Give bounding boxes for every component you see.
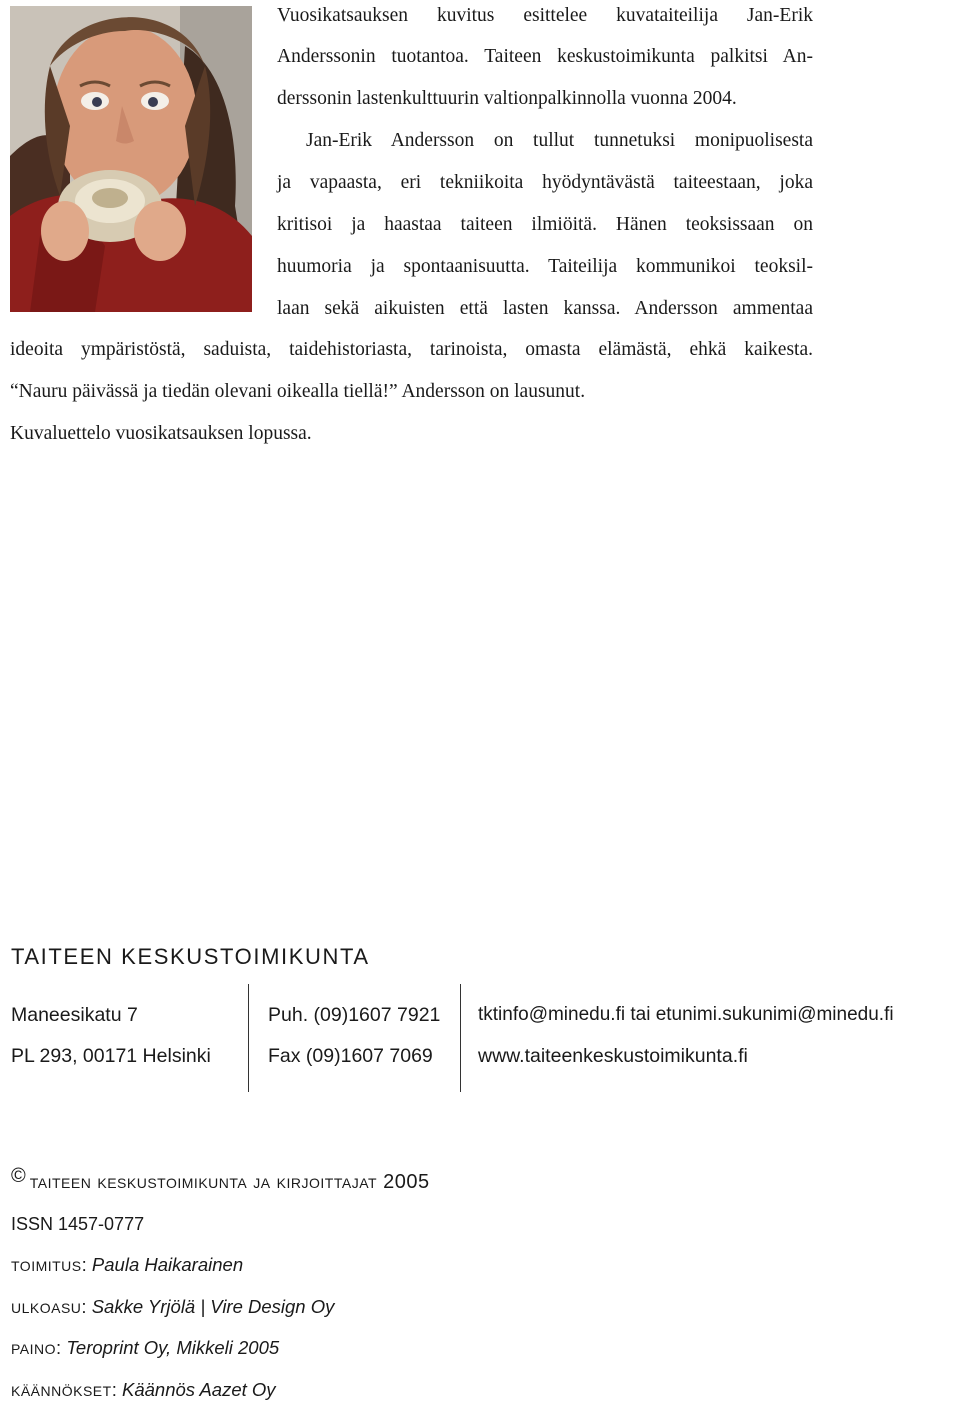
phone-number: Puh. (09)1607 7921 [268, 1004, 441, 1026]
credit-value: Sakke Yrjölä | Vire Design Oy [91, 1296, 335, 1317]
address-line-1: Maneesikatu 7 [11, 1004, 138, 1026]
credit-value: Paula Haikarainen [91, 1254, 244, 1275]
divider [248, 984, 249, 1092]
organization-title: TAITEEN KESKUSTOIMIKUNTA [11, 944, 370, 969]
credit-label: käännökset [11, 1379, 112, 1401]
intro-line: ja vapaasta, eri tekniikoita hyödyntävästä taiteestaan, joka [277, 172, 813, 193]
intro-line: huumoria ja spontaanisuutta. Taiteilija kommunikoi teoksil- [277, 256, 813, 277]
copyright-text: taiteen keskustoimikunta ja kirjoittajat 2005 [29, 1171, 430, 1193]
credit-label: ulkoasu [11, 1296, 82, 1318]
intro-line: Jan-Erik Andersson on tullut tunnetuksi monipuolisesta [306, 130, 813, 151]
credit-ulkoasu: ulkoasu: Sakke Yrjölä | Vire Design Oy [11, 1296, 335, 1318]
credit-value: Teroprint Oy, Mikkeli 2005 [66, 1337, 280, 1358]
email-link[interactable]: tktinfo@minedu.fi tai etunimi.sukunimi@minedu.fi [478, 1004, 894, 1025]
credit-label: toimitus [11, 1254, 82, 1276]
artist-portrait-photo [10, 6, 252, 312]
copyright-line [11, 1165, 430, 1194]
copyright-symbol: © [11, 1165, 26, 1187]
fax-number: Fax (09)1607 7069 [268, 1045, 433, 1067]
intro-line: Vuosikatsauksen kuvitus esittelee kuvataiteilija Jan-Erik [277, 5, 813, 26]
address-line-2: PL 293, 00171 Helsinki [11, 1045, 211, 1067]
intro-line: kritisoi ja haastaa taiteen ilmiöitä. Hänen teoksissaan on [277, 214, 813, 235]
divider [460, 984, 461, 1092]
credit-toimitus: toimitus: Paula Haikarainen [11, 1254, 244, 1276]
intro-line: Kuvaluettelo vuosikatsauksen lopussa. [10, 423, 312, 444]
credit-kaannokset: käännökset: Käännös Aazet Oy [11, 1379, 276, 1401]
intro-line: ideoita ympäristöstä, saduista, taidehistoriasta, tarinoista, omasta elämästä, ehkä kaikesta. [10, 339, 813, 360]
issn: ISSN 1457-0777 [11, 1214, 145, 1234]
website-link[interactable]: www.taiteenkeskustoimikunta.fi [478, 1045, 748, 1067]
credit-label: paino [11, 1337, 57, 1359]
intro-line: Anderssonin tuotantoa. Taiteen keskustoimikunta palkitsi An- [277, 46, 813, 67]
intro-line: derssonin lastenkulttuurin valtionpalkinnolla vuonna 2004. [277, 88, 737, 109]
intro-line: “Nauru päivässä ja tiedän olevani oikealla tiellä!” Andersson on lausunut. [10, 381, 586, 402]
credit-value: Käännös Aazet Oy [121, 1379, 276, 1400]
credit-paino: paino: Teroprint Oy, Mikkeli 2005 [11, 1337, 280, 1359]
intro-line: laan sekä aikuisten että lasten kanssa. Andersson ammentaa [277, 298, 813, 319]
